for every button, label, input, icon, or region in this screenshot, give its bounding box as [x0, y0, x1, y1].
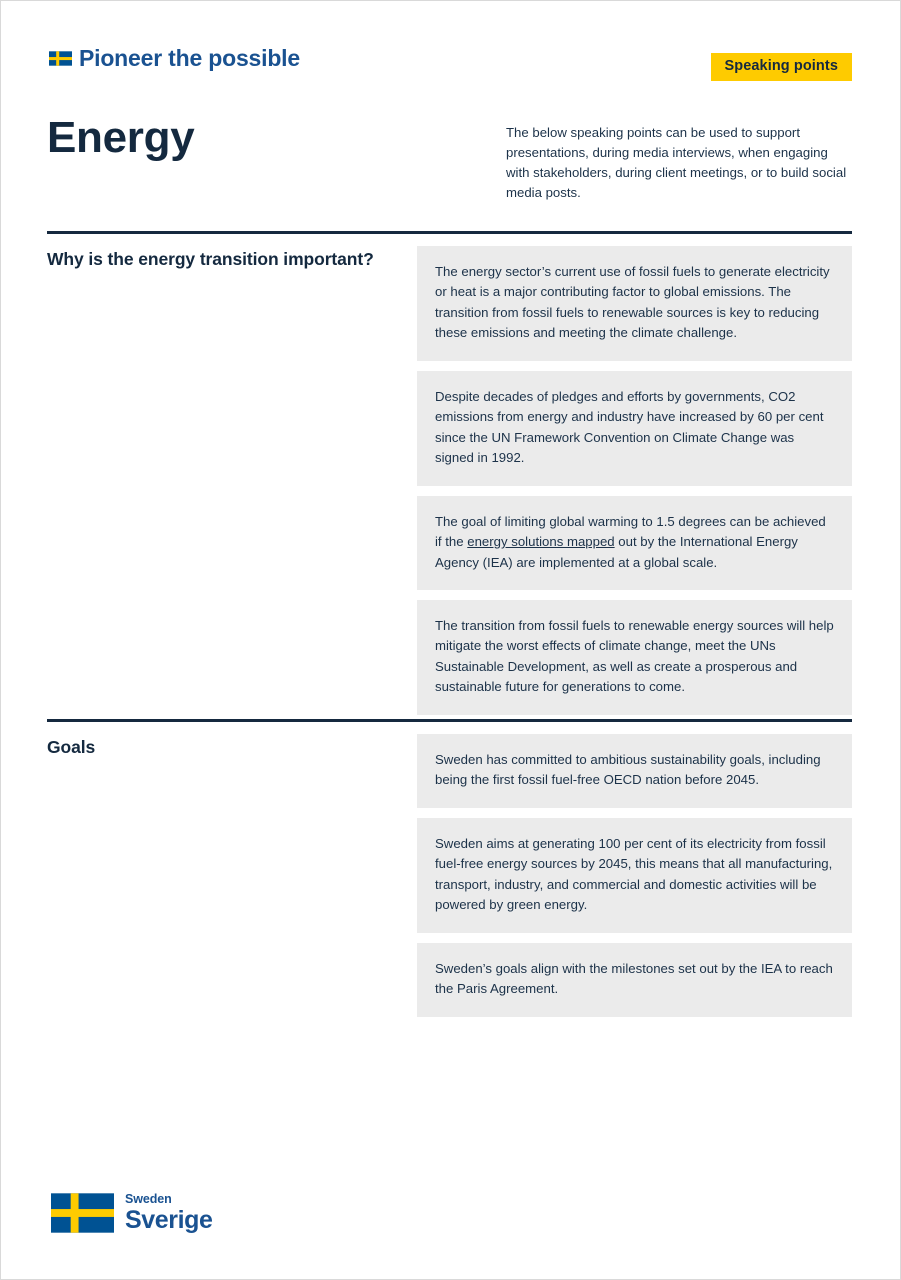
sweden-flag-icon — [51, 1193, 114, 1233]
card-text-before-link: The goal of limiting global warming to 1.5 degrees can be achieved if the — [435, 513, 826, 550]
footer-sweden-label: Sweden — [125, 1191, 172, 1206]
sweden-flag-icon — [49, 51, 72, 66]
footer-sverige-label: Sverige — [125, 1206, 213, 1234]
status-badge: Speaking points — [711, 53, 853, 81]
footer-wordmark — [125, 1193, 213, 1234]
card-list — [417, 246, 852, 715]
brandmark-label: Pioneer the possible — [79, 45, 300, 71]
speaking-point-card: Sweden aims at generating 100 per cent of its electricity from fossil fuel-free energy sources by 2045, this means that all manufacturing, transport, industry, and commercial and domestic activities will be powered by green energy. — [417, 818, 852, 933]
card-text-after-link: out by the International Energy Agency (IEA) are implemented at a global scale. — [435, 534, 798, 570]
intro-paragraph: The below speaking points can be used to support presentations, during media interviews, when engaging with stakeholders, during client meetings, or to build social media posts. — [506, 125, 847, 201]
card-list — [417, 734, 852, 1017]
section-heading: Why is the energy transition important? — [47, 249, 374, 269]
page-footer — [51, 1193, 213, 1234]
speaking-point-card — [417, 496, 852, 590]
speaking-point-card: The energy sector’s current use of fossil fuels to generate electricity or heat is a major contributing factor to global emissions. The transition from fossil fuels to renewable sources is key to reducing these emissions and meeting the climate challenge. — [417, 246, 852, 361]
energy-solutions-link[interactable]: energy solutions mapped — [467, 534, 615, 550]
speaking-point-card: Despite decades of pledges and efforts by governments, CO2 emissions from energy and industry have increased by 60 per cent since the UN Framework Convention on Climate Change was signed in 1992. — [417, 371, 852, 486]
speaking-point-card: Sweden’s goals align with the milestones set out by the IEA to reach the Paris Agreement. — [417, 943, 852, 1017]
page-title: Energy — [47, 113, 195, 162]
section-heading: Goals — [47, 737, 96, 757]
speaking-point-card: The transition from fossil fuels to renewable energy sources will help mitigate the worst effects of climate change, meet the UNs Sustainable Development, as well as create a prosperous and sustainable future for generations to come. — [417, 600, 852, 715]
section-divider — [47, 231, 852, 234]
section-energy-transition — [47, 231, 852, 715]
section-divider — [47, 719, 852, 722]
page-header — [49, 47, 852, 87]
section-goals — [47, 719, 852, 1017]
speaking-point-card: Sweden has committed to ambitious sustainability goals, including being the first fossil fuel-free OECD nation before 2045. — [417, 734, 852, 808]
